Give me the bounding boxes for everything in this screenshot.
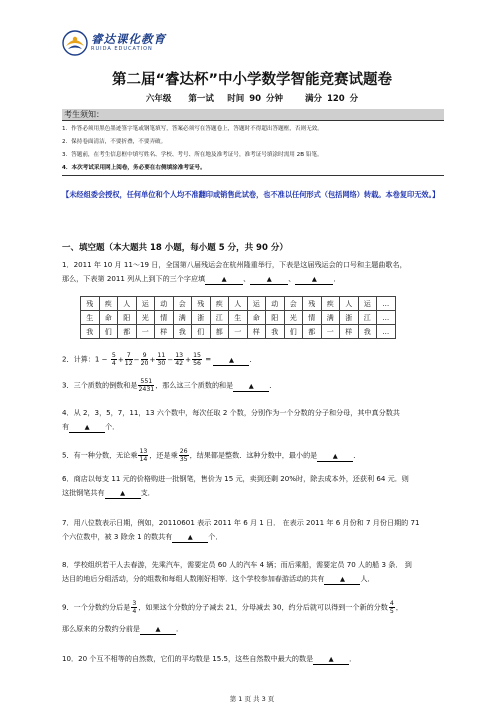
question-9-prefix: 9．一个分数约分后是	[62, 602, 131, 612]
table-cell: 都	[118, 325, 137, 339]
table-cell: 会	[173, 297, 192, 311]
answer-blank[interactable]: ▲	[295, 275, 333, 285]
punctuation: ．	[176, 624, 184, 633]
question-6-line-1: 6．商店以每支 11 元的价格购进一批钢笔，售价为 15 元，卖到还剩 20%时，除去成本外，还获利 64 元．则	[62, 474, 409, 483]
numerator: 13	[175, 352, 184, 359]
table-cell: 们	[99, 325, 118, 339]
table-cell: 江	[358, 311, 377, 325]
answer-blank[interactable]: ▲	[69, 423, 105, 433]
table-cell: 生	[81, 311, 100, 325]
question-5	[62, 448, 446, 463]
table-cell: 都	[303, 325, 322, 339]
question-10-text: 10．20 个互不相等的自然数，它们的平均数是 15.5，这些自然数中最大的数是	[62, 654, 314, 663]
exam-info: 六年级 第一试 时间 90 分钟 满分 120 分	[145, 94, 359, 104]
table-row	[81, 311, 396, 325]
table-cell: 残	[81, 297, 100, 311]
question-4-line-2: 有	[62, 422, 70, 431]
numerator: 3	[132, 600, 137, 607]
separator: 、	[288, 274, 296, 283]
table-cell: 运	[136, 297, 155, 311]
table-cell: 阳	[266, 311, 285, 325]
table-cell: 浙	[340, 311, 359, 325]
page-title: 第二届“睿达杯”中小学数学智能竞赛试题卷	[111, 72, 393, 88]
table-cell: …	[377, 297, 396, 311]
punctuation: ．	[269, 380, 277, 390]
operator: +	[185, 354, 192, 364]
table-row	[81, 297, 396, 311]
table-cell: 动	[266, 297, 285, 311]
table-row	[81, 325, 396, 339]
operator: −	[167, 354, 174, 364]
denominator: 2431	[138, 386, 155, 393]
separator: 、	[243, 274, 251, 283]
ruida-emblem-icon	[62, 30, 88, 56]
table-cell: 光	[136, 311, 155, 325]
slogan-table	[80, 296, 396, 339]
notice-heading: 考生须知：	[62, 109, 444, 120]
notice-item-1: 1．作答必须用黑色墨迹签字笔或钢笔填写，答案必须写在答题卷上，答题时不得超出答题框，否则无效。	[62, 126, 323, 132]
table-cell: 都	[210, 325, 229, 339]
fraction	[389, 600, 395, 615]
section-1-heading: 一、填空题（本大题共 18 小题，每小题 5 分，共 90 分）	[62, 243, 288, 253]
question-2-prefix: 2．计算：1 −	[62, 354, 108, 364]
denominator: 4	[132, 608, 137, 615]
page-number: 第 1 页 共 3 页	[229, 695, 275, 703]
table-cell: 疾	[210, 297, 229, 311]
table-cell: 阳	[118, 311, 137, 325]
question-6-line-2: 这批钢笔共有	[62, 488, 105, 497]
punctuation: ．	[353, 450, 361, 460]
numerator: 9	[142, 352, 147, 359]
notice-item-2: 2．保持卷面清洁，不要折叠，不要弄破。	[62, 139, 167, 145]
table-cell: 会	[284, 297, 303, 311]
fraction	[174, 352, 184, 367]
table-cell: 我	[358, 325, 377, 339]
table-cell: 们	[192, 325, 211, 339]
table-cell: 们	[284, 325, 303, 339]
table-cell: 残	[192, 297, 211, 311]
denominator: 4	[111, 360, 116, 367]
ruida-logo	[62, 30, 166, 56]
table-cell: 满	[173, 311, 192, 325]
table-cell: 人	[229, 297, 248, 311]
table-cell: …	[377, 325, 396, 339]
question-6	[62, 472, 446, 500]
denominator: 12	[124, 360, 133, 367]
table-cell: 我	[266, 325, 285, 339]
notice-item-3: 3．答题前，在考生信息框中填写姓名、学校、考号、所在地及准考证号，准考证号填涂时需用 2B 铅笔。	[62, 152, 323, 158]
table-cell: 一	[321, 325, 340, 339]
table-cell: 命	[99, 311, 118, 325]
question-5-suffix: ，结果都是整数．这种分数中，最小的是	[189, 450, 318, 460]
question-8-line-1: 8．学校组织若干人去春游，先乘汽车，需要定员 60 人的汽车 4 辆；而后乘船，需要定员 70 人的船 3 条． 到	[62, 560, 412, 569]
fraction	[138, 448, 148, 463]
table-cell: 动	[155, 297, 174, 311]
numerator: 7	[126, 352, 131, 359]
copyright-warning: 【未经组委会授权，任何单位和个人均不准翻印或销售此试卷，也不准以任何形式（包括网络）转载。本卷复印无效。】	[62, 190, 440, 199]
question-9-line-2: 那么原来的分数约分前是	[62, 624, 141, 633]
answer-blank[interactable]: ▲	[205, 275, 243, 285]
answer-blank[interactable]: ▲	[313, 655, 349, 665]
question-5-middle: ，还是乘	[149, 450, 178, 460]
punctuation: 人．	[360, 574, 375, 583]
equals-sign: =	[205, 354, 212, 364]
question-1	[62, 258, 446, 286]
answer-blank[interactable]: ▲	[233, 382, 269, 392]
denominator: 42	[175, 360, 184, 367]
denominator: 30	[157, 360, 166, 367]
question-2	[62, 352, 446, 367]
fraction	[138, 378, 154, 393]
logo-chinese-text: 睿达课化教育	[91, 32, 166, 47]
punctuation: 支．	[140, 488, 155, 497]
question-7-line-1: 7．用八位数表示日期，例如，20110601 表示 2011 年 6 月 1 日． 在表示 2011 年 6 月份和 7 月份日期的 71	[62, 518, 420, 527]
answer-blank[interactable]: ▲	[140, 625, 176, 635]
table-cell: 我	[173, 325, 192, 339]
question-3	[62, 378, 446, 393]
table-cell: 情	[155, 311, 174, 325]
table-cell: 命	[247, 311, 266, 325]
answer-blank[interactable]: ▲	[324, 575, 360, 585]
punctuation: ．	[249, 354, 257, 364]
table-cell: 生	[229, 311, 248, 325]
denominator: 5	[389, 608, 394, 615]
answer-blank[interactable]: ▲	[250, 275, 288, 285]
table-cell: 江	[210, 311, 229, 325]
fraction	[111, 352, 117, 367]
table-cell: 满	[321, 311, 340, 325]
numerator: 11	[157, 352, 166, 359]
numerator: 551	[140, 378, 153, 385]
numerator: 15	[193, 352, 201, 359]
denominator: 56	[193, 360, 201, 367]
table-cell: 疾	[99, 297, 118, 311]
punctuation: ．	[349, 654, 357, 663]
question-7-line-2: 个六位数中，被 3 除余 1 的数共有	[62, 532, 173, 541]
operator: +	[117, 354, 124, 364]
table-cell: 光	[284, 311, 303, 325]
fraction	[156, 352, 166, 367]
question-4-line-1: 4．从 2，3，5，7，11，13 六个数中，每次任取 2 个数，分别作为一个分数的分子和分母，其中真分数共	[62, 408, 400, 417]
question-4	[62, 406, 446, 434]
table-cell: 浙	[192, 311, 211, 325]
question-7	[62, 516, 446, 544]
table-cell: 人	[340, 297, 359, 311]
question-10	[62, 652, 446, 666]
numerator: 26	[179, 448, 188, 455]
fraction	[179, 448, 189, 463]
table-cell: 人	[118, 297, 137, 311]
notice-bottom-divider	[62, 175, 444, 176]
fraction	[131, 600, 137, 615]
notice-item-4: 4．本次考试采用网上阅卷，务必要在右侧填涂准考证号。	[62, 165, 206, 171]
answer-blank[interactable]: ▲	[105, 489, 141, 499]
question-5-prefix: 5．有一种分数，无论乘	[62, 450, 138, 460]
numerator: 4	[389, 600, 394, 607]
question-3-prefix: 3．三个质数的倒数和是	[62, 380, 138, 390]
question-1-line-1: 1．2011 年 10 月 11～19 日，全国第八届残运会在杭州隆重举行，下表是这届残运会的口号和主题曲歌名，	[62, 260, 407, 269]
answer-blank[interactable]: ▲	[317, 452, 353, 462]
question-3-suffix: ，那么这三个质数的和是	[155, 380, 234, 390]
numerator: 5	[111, 352, 116, 359]
denominator: 35	[179, 456, 188, 463]
table-cell: 样	[155, 325, 174, 339]
table-cell: 样	[340, 325, 359, 339]
question-8	[62, 558, 446, 586]
punctuation: 个．	[105, 422, 120, 431]
punctuation: ．	[333, 274, 341, 283]
table-cell: 一	[136, 325, 155, 339]
table-cell: 我	[81, 325, 100, 339]
logo-english-text: RUIDA EDUCATION	[91, 45, 153, 52]
table-cell: 一	[229, 325, 248, 339]
question-1-line-2: 那么，下表第 2011 列从上到下的三个字应填	[62, 274, 206, 283]
answer-blank[interactable]: ▲	[172, 533, 208, 543]
fraction	[141, 352, 149, 367]
operator: +	[149, 354, 156, 364]
fraction	[192, 352, 202, 367]
table-cell: 残	[303, 297, 322, 311]
punctuation: 个．	[208, 532, 223, 541]
denominator: 14	[139, 456, 148, 463]
answer-blank[interactable]: ▲	[213, 356, 249, 366]
table-cell: 运	[247, 297, 266, 311]
question-8-line-2: 达目的地后分组活动，分的组数和每组人数刚好相等．这个学校参加春游活动的共有	[62, 574, 325, 583]
table-cell: …	[377, 311, 396, 325]
question-9-middle: ，如果这个分数的分子减去 21，分母减去 30，约分后就可以得到一个新的分数	[138, 602, 388, 612]
notice-top-divider	[62, 120, 444, 121]
table-cell: 疾	[321, 297, 340, 311]
table-cell: 情	[303, 311, 322, 325]
denominator: 20	[140, 360, 149, 367]
table-cell: 样	[247, 325, 266, 339]
punctuation: ，	[395, 602, 403, 612]
table-cell: 运	[358, 297, 377, 311]
operator: −	[133, 354, 140, 364]
fraction	[125, 352, 133, 367]
numerator: 13	[139, 448, 148, 455]
question-9	[62, 600, 446, 636]
